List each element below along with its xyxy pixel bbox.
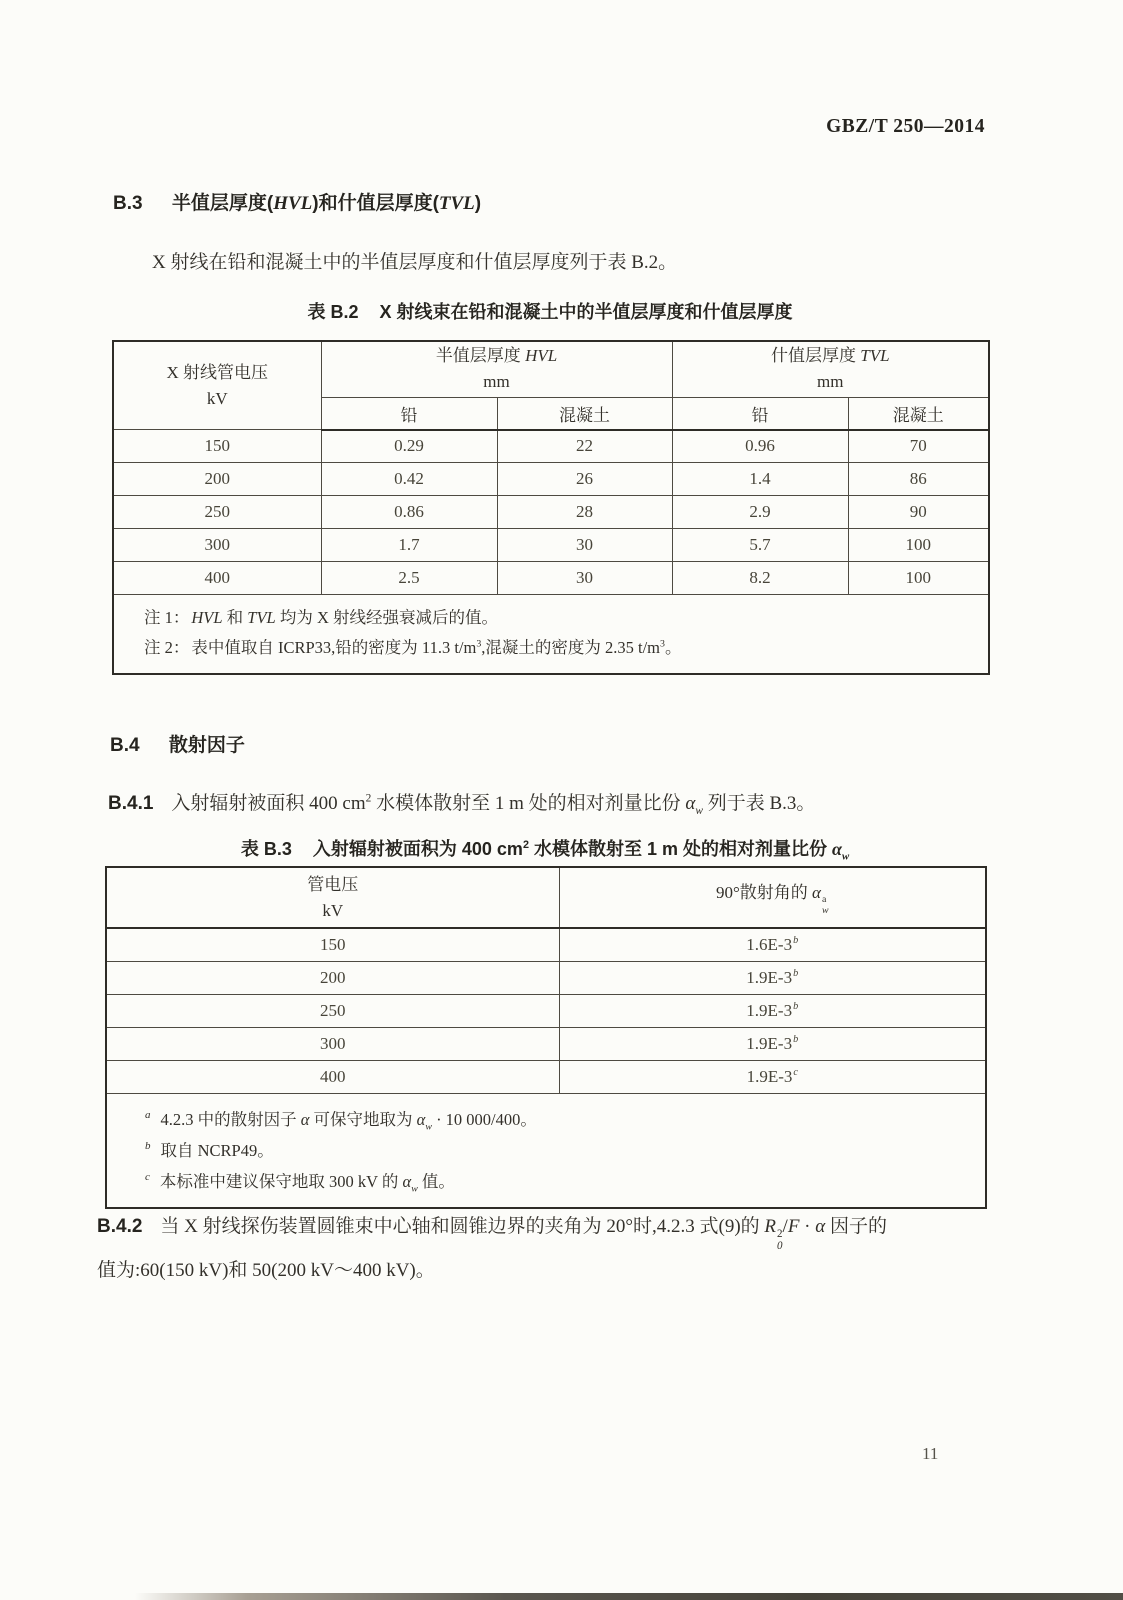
cell-tvl-lead: 5.7 (672, 529, 848, 562)
tvl-label: 什值层厚度 TVL (770, 346, 890, 366)
cell-tvl-concrete: 86 (848, 463, 989, 496)
col-header-lead-tvl: 铅 (672, 397, 848, 430)
footnote-mark: b (793, 967, 799, 979)
alpha-value: 1.9E-3 (746, 1066, 793, 1086)
cell-hvl-concrete: 30 (497, 529, 672, 562)
footnote-b-mark: b (145, 1140, 151, 1152)
cell-alpha (559, 1027, 986, 1060)
note-2-text: 表中值取自 ICRP33,铅的密度为 11.3 $t/m^3$,混凝土的密度为 2.35 $t/m^3$。 (191, 638, 682, 657)
hvl-unit: mm (483, 372, 510, 392)
alpha-value: 1.9E-3 (746, 967, 793, 987)
col-header-lead-hvl: 铅 (321, 397, 497, 430)
cell-tvl-lead: 1.4 (672, 463, 848, 496)
cell-alpha (559, 994, 986, 1027)
cell-hvl-concrete: 30 (497, 562, 672, 595)
section-b4-title: 散射因子 (168, 735, 245, 756)
footnote-mark: c (793, 1066, 798, 1078)
cell-kv: 150 (106, 928, 559, 961)
cell-alpha (559, 1060, 986, 1093)
table-b3-footnotes (106, 1093, 986, 1208)
cell-hvl-lead: 2.5 (321, 562, 497, 595)
scan-edge-shadow (0, 1593, 1123, 1600)
footnote-a-mark: a (145, 1109, 151, 1121)
note-2-label: 注 2： (144, 638, 190, 657)
table-b3 (105, 866, 987, 1209)
alpha-value: 1.9E-3 (746, 1000, 793, 1020)
voltage-unit: kV (322, 900, 344, 920)
table-b3-header-scatter-angle: 90°散射角的 α a w (559, 867, 986, 928)
table-b2-row (113, 463, 989, 496)
voltage-label: 管电压 (307, 874, 359, 894)
cell-tvl-concrete: 70 (848, 430, 989, 463)
section-b42-paragraph (97, 1208, 997, 1289)
section-b4-heading (110, 730, 245, 757)
table-b3-row (106, 961, 986, 994)
note-1-label: 注 1： (144, 608, 190, 627)
cell-hvl-concrete: 22 (497, 430, 672, 463)
cell-tvl-lead: 2.9 (672, 496, 848, 529)
cell-kv: 300 (113, 529, 321, 562)
table-b2-row (113, 430, 989, 463)
cell-hvl-lead: 0.42 (321, 463, 497, 496)
table-b2-header-hvl (321, 341, 672, 397)
cell-alpha (559, 961, 986, 994)
section-b3-title: 半值层厚度(HVL)和什值层厚度(TVL) (171, 193, 482, 214)
section-b41-paragraph (108, 788, 1008, 815)
table-b2-header-row-1 (113, 341, 989, 397)
cell-kv: 400 (106, 1060, 559, 1093)
note-1-text: HVL 和 TVL 均为 X 射线经强衰减后的值。 (191, 608, 499, 627)
table-b2-caption-label: 表 B.2 (307, 302, 359, 322)
cell-hvl-lead: 0.86 (321, 496, 497, 529)
table-b2-caption (112, 298, 988, 324)
section-b3-paragraph: X 射线在铅和混凝土中的半值层厚度和什值层厚度列于表 B.2。 (152, 252, 678, 273)
section-b41-number: B.4.1 (108, 793, 154, 814)
footnote-c-text: 本标准中建议保守地取 300 kV 的 $\alpha_w$ 值。 (159, 1171, 455, 1194)
cell-kv: 400 (113, 562, 321, 595)
voltage-label: X 射线管电压 (166, 362, 269, 382)
table-b3-row (106, 1060, 986, 1093)
cell-alpha (559, 928, 986, 961)
table-b2-notes-row (113, 595, 989, 675)
note-2 (144, 633, 978, 663)
footnote-b (145, 1135, 975, 1166)
table-b2-row (113, 529, 989, 562)
alpha-value: 1.9E-3 (746, 1033, 793, 1053)
cell-hvl-concrete: 28 (497, 496, 672, 529)
footnote-c-mark: c (145, 1171, 150, 1183)
table-b3-caption (105, 835, 985, 861)
section-b3-heading (113, 188, 481, 215)
cell-kv: 150 (113, 430, 321, 463)
cell-tvl-concrete: 100 (848, 529, 989, 562)
table-b2-header-voltage (113, 341, 321, 430)
table-b3-row (106, 1027, 986, 1060)
footnote-mark: b (793, 935, 799, 947)
cell-hvl-lead: 0.29 (321, 430, 497, 463)
col-header-concrete-tvl: 混凝土 (848, 397, 989, 430)
section-b42-text: 当 X 射线探伤装置圆锥束中心轴和圆锥边界的夹角为 20°时,4.2.3 式(9)的 R 2 0 /F · α 因子的 值为:60(150 kV)和 50(200 kV～400 kV)。 (97, 1216, 887, 1282)
cell-tvl-concrete: 100 (848, 562, 989, 595)
section-b41-text: 入射辐射被面积 400 $cm^2$ 水模体散射至 1 m 处的相对剂量比份 $\alpha_w$ 列于表 B.3。 (171, 792, 816, 817)
cell-hvl-lead: 1.7 (321, 529, 497, 562)
cell-kv: 200 (113, 463, 321, 496)
doc-number: GBZ/T 250—2014 (826, 116, 985, 137)
footnote-a (145, 1104, 975, 1135)
cell-tvl-concrete: 90 (848, 496, 989, 529)
table-b2-notes (113, 595, 989, 675)
section-b4-number: B.4 (110, 735, 140, 756)
footnote-b-text: 取自 NCRP49。 (160, 1140, 274, 1160)
alpha-value: 1.6E-3 (746, 934, 793, 954)
cell-kv: 200 (106, 961, 559, 994)
table-b2-caption-text: X 射线束在铅和混凝土中的半值层厚度和什值层厚度 (379, 302, 793, 322)
section-b3-number: B.3 (113, 193, 143, 214)
table-b2-header-tvl (672, 341, 989, 397)
page-number: 11 (922, 1444, 939, 1463)
footnote-c (145, 1166, 975, 1197)
table-b3-row (106, 928, 986, 961)
cell-kv: 250 (106, 994, 559, 1027)
table-b3-footnotes-row (106, 1093, 986, 1208)
footnote-mark: b (793, 1033, 799, 1045)
note-1 (144, 603, 978, 633)
footnote-a-text: 4.2.3 中的散射因子 α 可保守地取为 $\alpha_w \cdot 10$ 000/400。 (160, 1109, 537, 1132)
cell-tvl-lead: 8.2 (672, 562, 848, 595)
hvl-label: 半值层厚度 HVL (435, 346, 558, 366)
table-b2-row (113, 562, 989, 595)
tvl-unit: mm (817, 372, 844, 392)
table-b2 (112, 340, 990, 675)
table-b3-caption-label: 表 B.3 (240, 839, 292, 859)
col-header-concrete-hvl: 混凝土 (497, 397, 672, 430)
cell-kv: 250 (113, 496, 321, 529)
table-b3-caption-text: 入射辐射被面积为 400 $cm^2$ 水模体散射至 1 m 处的相对剂量比份 $\alpha_w$ (312, 839, 850, 863)
table-b3-header-row (106, 867, 986, 928)
section-b42-number: B.4.2 (97, 1216, 143, 1237)
cell-tvl-lead: 0.96 (672, 430, 848, 463)
cell-kv: 300 (106, 1027, 559, 1060)
cell-hvl-concrete: 26 (497, 463, 672, 496)
voltage-unit: kV (206, 388, 228, 408)
table-b3-row (106, 994, 986, 1027)
footnote-mark: b (793, 1000, 799, 1012)
table-b2-row (113, 496, 989, 529)
table-b3-header-voltage (106, 867, 559, 928)
